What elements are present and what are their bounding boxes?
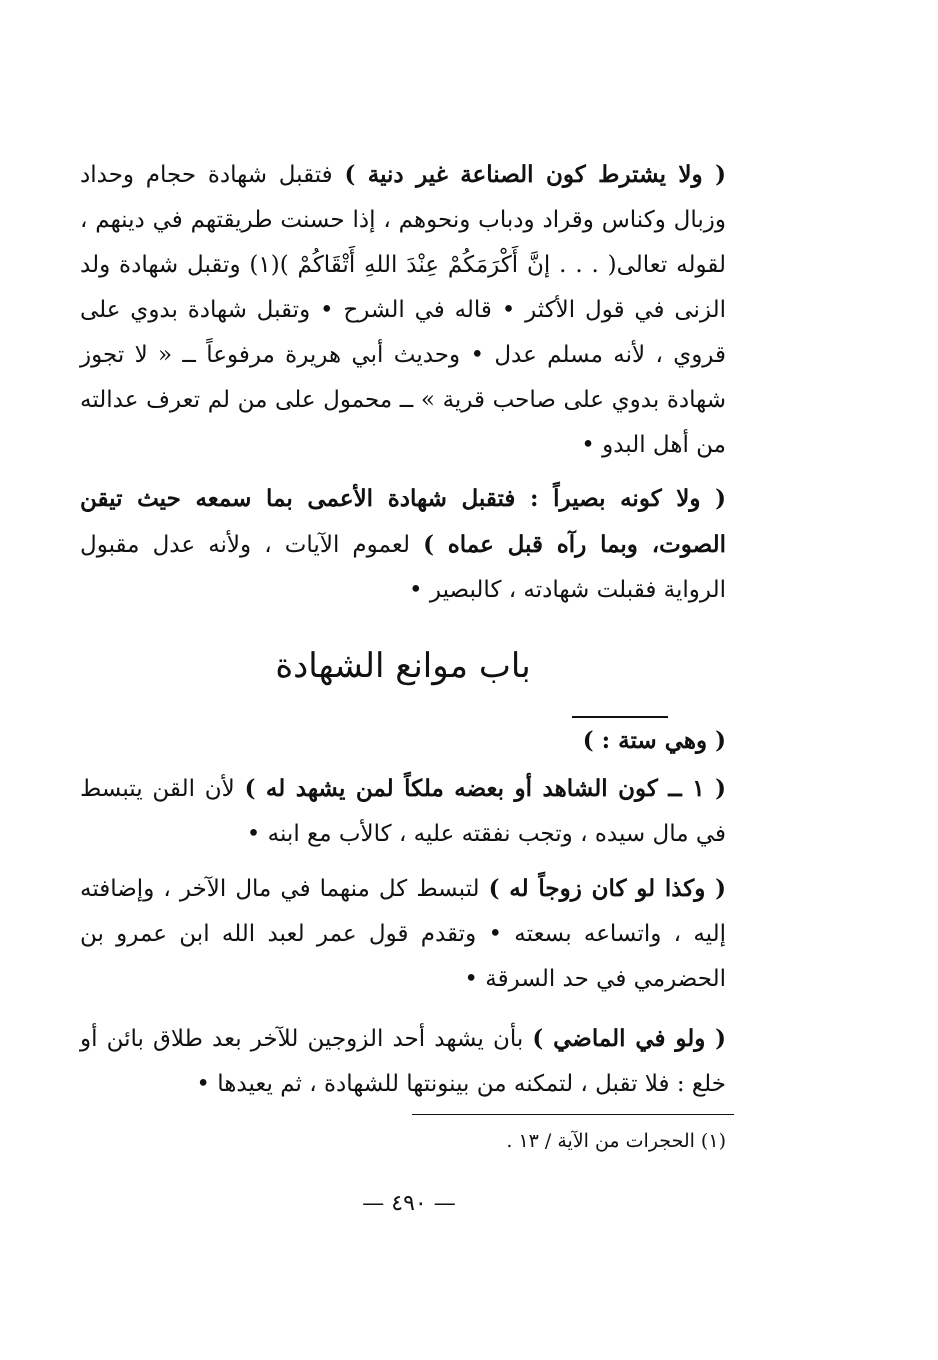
paragraph-blind-witness [80,476,726,613]
paragraph-body: لتبسط كل منهما في مال الآخر ، وإضافته إليه ، واتساعه بسعته • وتقدم قول عمر لعبد الله ابن عمرو بن الحضرمي في حد السرقة • [80,876,726,992]
paragraph-lead: ( ولو في الماضي ) [532,1025,727,1052]
paragraph-conditions [80,152,726,468]
page-number: — ٤٩٠ — [362,1191,456,1216]
paragraph-body: فتقبل شهادة حجام وحداد وزبال وكناس وقراد ودباب ونحوهم ، إذا حسنت طريقتهم في دينهم ، لقوله تعالى( . . . إنَّ أَكْرَمَكُمْ عِنْدَ اللهِ أَتْقَاكُمْ )(١) وتقبل شهادة ولد الزنى في قول الأكثر • قاله في الشرح • وتقبل شهادة بدوي على قروي ، لأنه مسلم عدل • وحديث أبي هريرة مرفوعاً ــ « لا تجوز شهادة بدوي على صاحب قرية » ــ محمول على من لم تعرف عدالته من أهل البدو • [80,162,726,458]
footnote-rule [412,1114,734,1115]
paragraph-lead: ( وكذا لو كان زوجاً له ) [488,875,726,902]
footnote: (١) الحجرات من الآية / ١٣ . [506,1130,726,1152]
paragraph-count [80,718,726,764]
paragraph-spouse [80,866,726,1002]
paragraph-lead: ( وهي ستة : ) [582,727,726,754]
paragraph-body: لعموم الآيات ، ولأنه عدل مقبول الرواية فقبلت شهادته ، كالبصير • [80,532,726,603]
paragraph-lead: ( ولا يشترط كون الصناعة غير دنية ) [344,161,726,188]
section-heading: باب موانع الشهادة [275,646,531,686]
paragraph-lead: ( ١ ــ كون الشاهد أو بعضه ملكاً لمن يشهد له ) [244,775,727,802]
paragraph-body: لأن القن يتبسط في مال سيده ، وتجب نفقته عليه ، كالأب مع ابنه • [80,776,726,847]
paragraph-body: بأن يشهد أحد الزوجين للآخر بعد طلاق بائن أو خلع : فلا تقبل ، لتمكنه من بينونتها للشهادة ، ثم يعيدها • [80,1026,726,1097]
paragraph-past [80,1016,726,1107]
paragraph-impediment-one [80,766,726,857]
paragraph-lead: ( ولا كونه بصيراً : فتقبل شهادة الأعمى بما سمعه حيث تيقن الصوت، وبما رآه قبل عماه ) [80,485,727,558]
